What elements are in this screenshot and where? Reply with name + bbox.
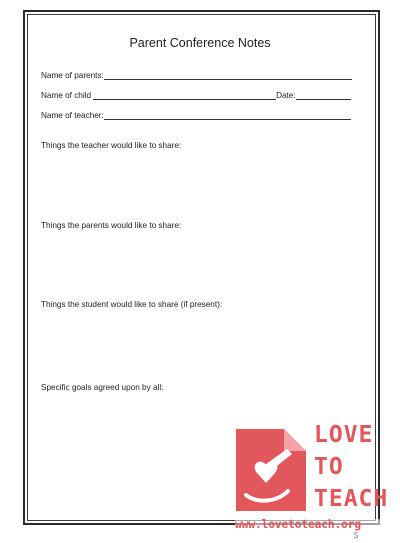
teacher-label: Name of teacher: [41,111,104,120]
parents-field[interactable] [41,68,352,80]
parents-line[interactable] [104,70,352,80]
logo-word-love: LOVE [314,422,374,448]
logo-url[interactable]: www.lovetoteach.org [235,519,395,531]
logo-word-to: TO [314,454,344,480]
teacher-field[interactable] [41,108,351,120]
page-number: 5 [354,531,358,540]
section-goals: Specific goals agreed upon by all: [41,383,164,392]
section-student-share: Things the student would like to share (if present): [41,300,223,309]
date-label: Date: [276,91,296,100]
child-label: Name of child [41,91,92,100]
logo-word-teach: TEACH [314,486,389,512]
section-teacher-share: Things the teacher would like to share: [41,141,182,150]
page-title: Parent Conference Notes [129,36,271,50]
parents-label: Name of parents: [41,71,104,80]
document-pen-icon [232,425,312,515]
teacher-line[interactable] [104,110,351,120]
date-line[interactable] [296,90,351,100]
love-to-teach-logo [232,420,397,531]
section-parents-share: Things the parents would like to share: [41,221,182,230]
child-line[interactable] [93,90,276,100]
child-date-row [41,88,351,100]
